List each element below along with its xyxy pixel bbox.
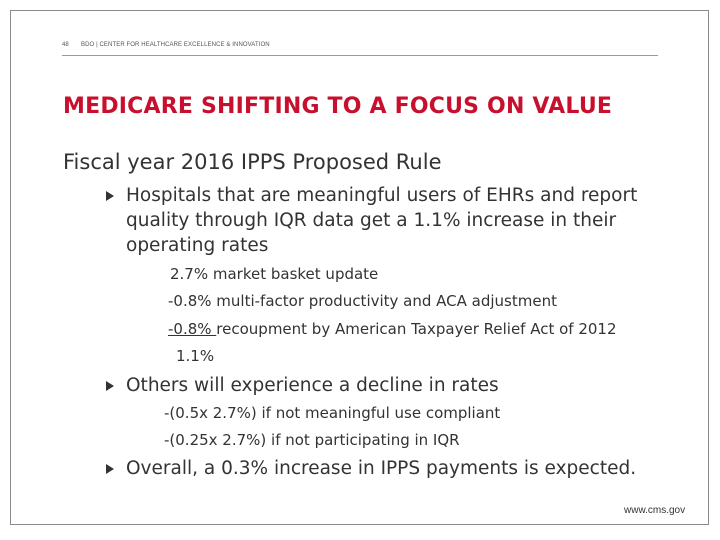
bullet-text-decline: Others will experience a decline in rates [126,375,499,396]
bullet-text-hospitals [126,183,637,258]
slide-subtitle: Fiscal year 2016 IPPS Proposed Rule [63,150,442,174]
page-number: 48 [62,42,69,48]
bullet-arrow-icon [106,191,114,201]
slide-title: MEDICARE SHIFTING TO A FOCUS ON VALUE [63,94,613,119]
detail-meaningful-use: -(0.5x 2.7%) if not meaningful use compliant [164,404,501,422]
bullet-line: quality through IQR data get a 1.1% increase in their [126,210,617,231]
bullet-text-overall: Overall, a 0.3% increase in IPPS payments is expected. [126,458,637,479]
bullet-arrow-icon [106,381,114,391]
detail-recoupment [168,320,617,338]
source-url: www.cms.gov [624,505,686,516]
recoupment-text: recoupment by American Taxpayer Relief Act of 2012 [216,320,617,338]
bullet-line: Hospitals that are meaningful users of EHRs and report [126,185,638,206]
detail-market-basket: 2.7% market basket update [170,265,379,283]
detail-iqr: -(0.25x 2.7%) if not participating in IQR [164,431,460,449]
header-divider [62,55,658,56]
detail-net-increase: 1.1% [176,347,215,365]
organization-label: BDO | CENTER FOR HEALTHCARE EXCELLENCE & INNOVATION [81,42,270,48]
recoupment-value: -0.8% [168,320,217,338]
slide-header [62,42,682,54]
bullet-line: operating rates [126,235,269,256]
bullet-arrow-icon [106,464,114,474]
detail-productivity-adjustment: -0.8% multi-factor productivity and ACA adjustment [168,292,557,310]
